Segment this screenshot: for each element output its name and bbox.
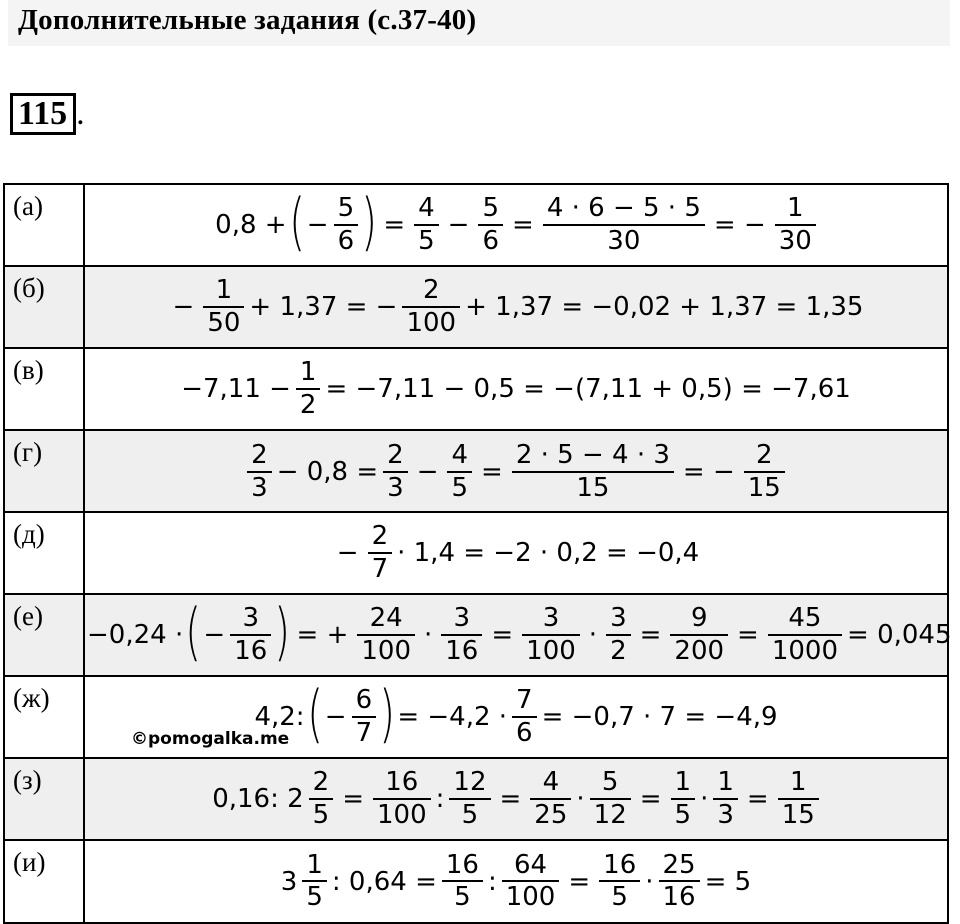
- operator: −: [336, 538, 359, 568]
- fraction: [512, 442, 674, 502]
- numerator: 12: [453, 767, 487, 798]
- numerator: 4 · 6 − 5 · 5: [546, 193, 701, 224]
- numerator: 4: [542, 767, 560, 798]
- operator: =: [499, 784, 522, 814]
- fraction: [590, 769, 631, 829]
- fraction: [778, 769, 819, 829]
- fraction: [373, 769, 431, 829]
- term: −: [306, 210, 329, 240]
- denominator: 30: [775, 224, 816, 255]
- fraction: [599, 849, 640, 912]
- numerator: 16: [445, 849, 479, 880]
- denominator: 6: [478, 224, 503, 255]
- numerator: 2: [387, 440, 404, 471]
- operator: =: [481, 457, 503, 487]
- term: = 0,045: [847, 620, 952, 650]
- operator: :: [487, 866, 497, 897]
- fraction: [441, 605, 482, 665]
- fraction: [296, 359, 321, 419]
- operator: :: [435, 784, 445, 814]
- denominator: 100: [402, 306, 460, 337]
- denominator: 15: [512, 471, 674, 502]
- watermark: ©pomogalka.me: [131, 729, 290, 749]
- fraction: [442, 849, 483, 912]
- numerator: 16: [603, 849, 637, 880]
- operator: =: [512, 210, 534, 240]
- operator: ·: [700, 784, 709, 814]
- fraction: [230, 605, 271, 665]
- denominator: 100: [373, 798, 431, 829]
- operator: =: [639, 784, 662, 814]
- solutions-table: [3, 183, 952, 924]
- row-label: (г): [4, 430, 84, 512]
- numerator: 16: [385, 767, 419, 798]
- row-label: (б): [4, 266, 84, 348]
- fraction: [713, 769, 738, 829]
- row-label: (е): [4, 594, 84, 676]
- numerator: 1: [299, 357, 317, 388]
- operator: −: [172, 292, 195, 322]
- denominator: 15: [778, 798, 819, 829]
- operator: −: [416, 457, 439, 487]
- denominator: 50: [203, 306, 244, 337]
- fraction: [659, 849, 700, 912]
- fraction: [414, 195, 439, 255]
- denominator: 5: [599, 880, 640, 911]
- numerator: 1: [306, 849, 323, 880]
- term: 0,8 +: [215, 210, 287, 240]
- numerator: 3: [453, 603, 471, 634]
- row-label: (з): [4, 758, 84, 840]
- numerator: 2: [756, 440, 773, 471]
- table-row: [4, 758, 948, 840]
- term: + 1,37 = −0,02 + 1,37 = 1,35: [465, 292, 864, 322]
- fraction: [383, 442, 408, 502]
- numerator: 5: [337, 193, 355, 224]
- term: −7,11 −: [181, 374, 291, 404]
- term: · 1,4 = −2 · 0,2 = −0,4: [397, 538, 700, 568]
- term: −0,24 ·: [87, 620, 184, 650]
- numerator: 5: [482, 193, 500, 224]
- denominator: 5: [442, 880, 483, 911]
- paren-close: ): [379, 677, 396, 750]
- expression: [84, 266, 948, 348]
- denominator: 3: [383, 471, 408, 502]
- table-row: [4, 430, 948, 512]
- term: = −7,11 − 0,5 = −(7,11 + 0,5) = −7,61: [325, 374, 851, 404]
- numerator: 45: [788, 603, 822, 634]
- fraction: [447, 442, 472, 502]
- operator: ·: [424, 620, 433, 650]
- denominator: 16: [659, 880, 700, 911]
- denominator: 5: [309, 798, 334, 829]
- denominator: 7: [368, 552, 393, 583]
- term: + 1,37 = −: [249, 292, 398, 322]
- row-label: (и): [4, 840, 84, 923]
- operator: =: [746, 784, 769, 814]
- denominator: 1000: [768, 634, 842, 665]
- term: = 5: [704, 866, 752, 897]
- denominator: 25: [530, 798, 571, 829]
- operator: =: [342, 784, 364, 814]
- fraction: [247, 442, 272, 502]
- fraction: [775, 195, 816, 255]
- denominator: 5: [671, 798, 696, 829]
- term: 0,16: 2: [212, 784, 304, 814]
- fraction: [606, 605, 631, 665]
- expression: [84, 840, 948, 923]
- operator: = −: [682, 457, 735, 487]
- fraction: [302, 849, 327, 912]
- paren-open: (: [185, 595, 202, 668]
- numerator: 25: [662, 849, 696, 880]
- paren-open: (: [306, 677, 323, 750]
- expression: [84, 758, 948, 840]
- row-label: (а): [4, 184, 84, 266]
- paren-close: ): [274, 595, 291, 668]
- numerator: 1: [717, 767, 734, 798]
- fraction: [768, 605, 842, 665]
- fraction: [478, 195, 503, 255]
- numerator: 2 · 5 − 4 · 3: [515, 440, 670, 471]
- numerator: 3: [542, 603, 560, 634]
- table-row: [4, 840, 948, 923]
- denominator: 5: [449, 798, 490, 829]
- denominator: 5: [414, 224, 439, 255]
- numerator: 24: [369, 603, 403, 634]
- numerator: 1: [215, 275, 233, 306]
- term: −: [203, 620, 226, 650]
- denominator: 15: [744, 471, 785, 502]
- numerator: 64: [513, 849, 548, 880]
- fraction: [357, 605, 415, 665]
- term: 3: [280, 866, 298, 897]
- operator: =: [568, 866, 591, 897]
- fraction: [449, 769, 490, 829]
- fraction: [502, 849, 560, 912]
- operator: = −: [713, 210, 766, 240]
- numerator: 6: [355, 685, 373, 716]
- operator: ·: [588, 620, 598, 650]
- header-bar: [8, 0, 950, 46]
- operator: = +: [296, 620, 349, 650]
- denominator: 6: [334, 224, 359, 255]
- numerator: 1: [674, 767, 692, 798]
- operator: =: [383, 210, 406, 240]
- denominator: 2: [296, 388, 321, 419]
- denominator: 6: [512, 716, 537, 747]
- denominator: 5: [302, 880, 327, 911]
- expression: [84, 184, 948, 266]
- operator: =: [737, 620, 759, 650]
- operator: ·: [576, 784, 585, 814]
- numerator: 2: [251, 440, 268, 471]
- term: = −0,7 · 7 = −4,9: [541, 702, 778, 732]
- expression: [84, 594, 952, 676]
- fraction: [512, 687, 537, 747]
- numerator: 2: [312, 767, 330, 798]
- fraction: [334, 195, 359, 255]
- paren-close: ): [361, 185, 378, 258]
- denominator: 3: [247, 471, 272, 502]
- numerator: 4: [418, 193, 435, 224]
- expression: [84, 430, 948, 512]
- numerator: 3: [610, 603, 627, 634]
- row-label: (д): [4, 512, 84, 594]
- operator: =: [491, 620, 514, 650]
- fraction: [402, 277, 460, 337]
- denominator: 200: [670, 634, 728, 665]
- fraction: [744, 442, 785, 502]
- paren-open: (: [288, 185, 305, 258]
- numerator: 3: [242, 603, 260, 634]
- table-row: [4, 348, 948, 430]
- term: −: [324, 702, 347, 732]
- fraction: [522, 605, 580, 665]
- expression: [84, 512, 948, 594]
- table-row: [4, 184, 948, 266]
- denominator: 3: [713, 798, 738, 829]
- denominator: 7: [352, 716, 377, 747]
- problem-number-dot: .: [76, 95, 85, 132]
- numerator: 1: [789, 767, 807, 798]
- fraction: [368, 523, 393, 583]
- denominator: 2: [606, 634, 631, 665]
- numerator: 2: [423, 275, 440, 306]
- denominator: 12: [590, 798, 631, 829]
- fraction: [543, 195, 705, 255]
- table-row: [4, 266, 948, 348]
- expression: [84, 348, 948, 430]
- term: − 0,8 =: [276, 457, 379, 487]
- problem-number: [10, 93, 85, 135]
- row-label: (ж): [4, 676, 84, 758]
- fraction: [203, 277, 244, 337]
- fraction: [530, 769, 571, 829]
- term: = −4,2 ·: [397, 702, 508, 732]
- table-row: [4, 594, 948, 676]
- operator: ·: [645, 866, 654, 897]
- fraction: [670, 605, 728, 665]
- term: 4,2:: [254, 702, 305, 732]
- numerator: 1: [787, 193, 804, 224]
- denominator: 16: [230, 634, 271, 665]
- denominator: 30: [543, 224, 705, 255]
- numerator: 4: [451, 440, 469, 471]
- fraction: [352, 687, 377, 747]
- row-label: (в): [4, 348, 84, 430]
- numerator: 9: [690, 603, 708, 634]
- numerator: 5: [601, 767, 619, 798]
- fraction: [309, 769, 334, 829]
- term: : 0,64 =: [331, 866, 437, 897]
- numerator: 2: [371, 521, 389, 552]
- denominator: 100: [357, 634, 415, 665]
- denominator: 100: [502, 880, 560, 911]
- denominator: 5: [447, 471, 472, 502]
- problem-number-box: 115: [10, 93, 76, 135]
- page-title: Дополнительные задания (с.37-40): [18, 4, 477, 36]
- numerator: 7: [516, 685, 533, 716]
- table-row: [4, 512, 948, 594]
- operator: =: [639, 620, 662, 650]
- denominator: 100: [522, 634, 580, 665]
- operator: −: [447, 210, 470, 240]
- denominator: 16: [441, 634, 482, 665]
- fraction: [671, 769, 696, 829]
